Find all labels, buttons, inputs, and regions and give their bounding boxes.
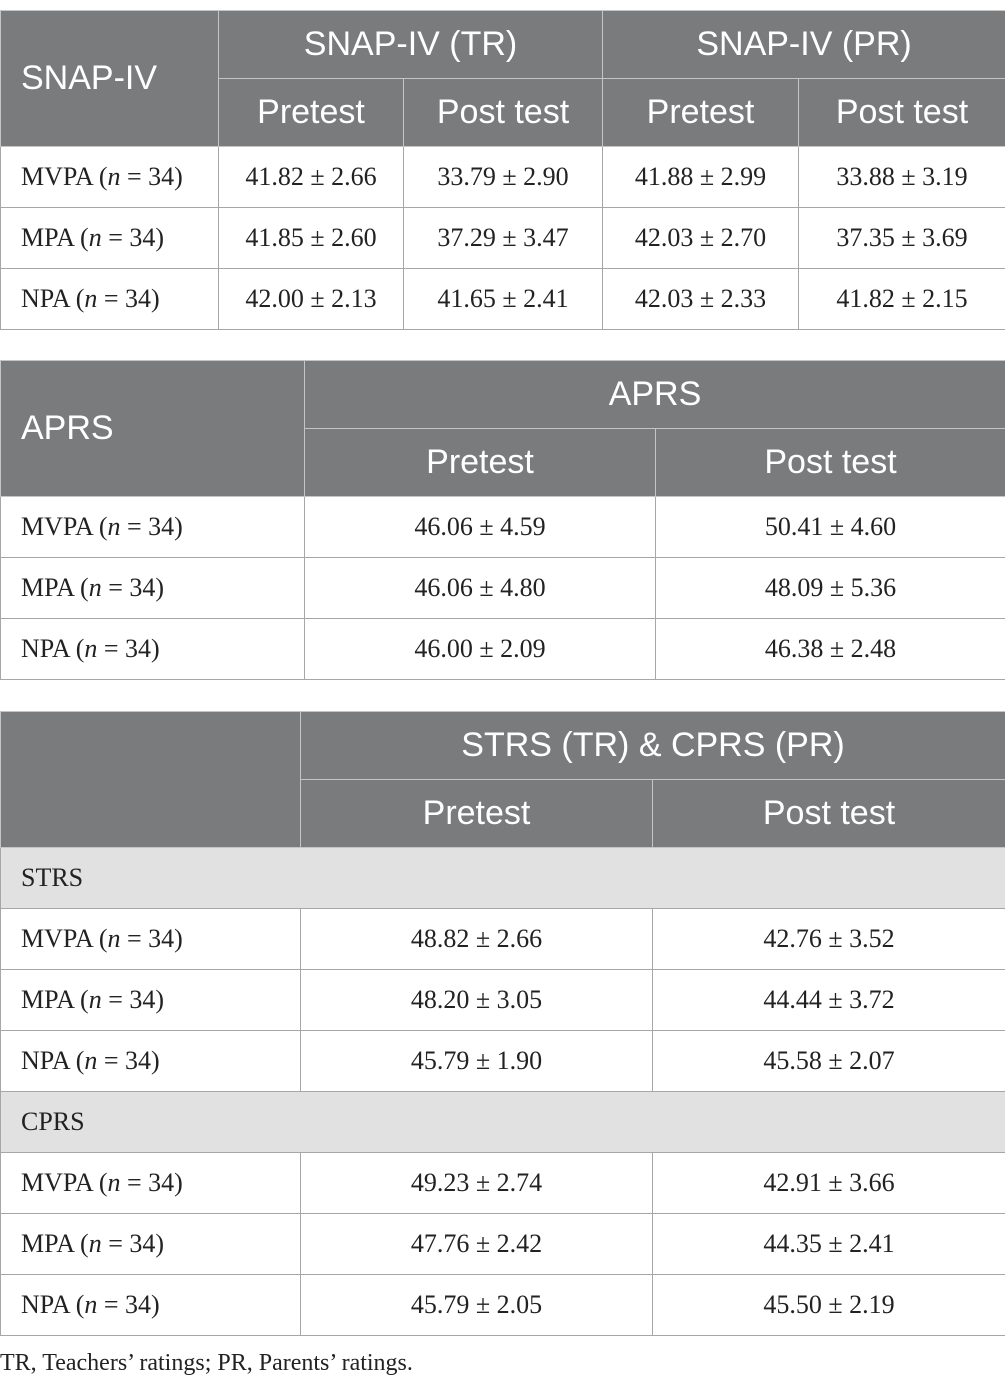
table-cell: 41.82 ± 2.66: [219, 147, 404, 208]
group-name: MPA: [21, 573, 74, 602]
n-paren: (: [75, 1046, 85, 1075]
n-paren: (: [98, 162, 108, 191]
table-cell: 45.79 ± 2.05: [301, 1275, 653, 1336]
n-symbol: n: [84, 284, 98, 313]
table-cell: 41.65 ± 2.41: [404, 269, 603, 330]
column-header-pretest: Pretest: [603, 79, 799, 147]
n-symbol: n: [88, 573, 102, 602]
table-cell: 48.82 ± 2.66: [301, 909, 653, 970]
n-paren: (: [75, 284, 85, 313]
n-value: = 34): [97, 1046, 160, 1075]
group-name: MPA: [21, 985, 74, 1014]
table-cell: 42.00 ± 2.13: [219, 269, 404, 330]
n-paren: (: [98, 924, 108, 953]
n-value: = 34): [97, 284, 160, 313]
table-cell: 37.29 ± 3.47: [404, 208, 603, 269]
table-cell: 44.44 ± 3.72: [653, 970, 1005, 1031]
column-header-post-test: Post test: [653, 780, 1005, 848]
table-row: [1, 147, 1005, 208]
group-header-parent-ratings: SNAP-IV (PR): [603, 11, 1005, 79]
table-corner-header: APRS: [1, 361, 305, 497]
table-row: [1, 909, 1005, 970]
table-cell: 48.09 ± 5.36: [656, 558, 1005, 619]
table-row: [1, 619, 1005, 680]
n-symbol: n: [88, 223, 102, 252]
table-cell: 45.50 ± 2.19: [653, 1275, 1005, 1336]
n-value: = 34): [120, 512, 183, 541]
n-paren: (: [98, 512, 108, 541]
snap-iv-table: [0, 10, 1005, 330]
table-row: [1, 269, 1005, 330]
table-cell: 37.35 ± 3.69: [799, 208, 1005, 269]
n-symbol: n: [107, 512, 121, 541]
table-row: [1, 558, 1005, 619]
table-footnote: TR, Teachers’ ratings; PR, Parents’ ratings.: [0, 1350, 413, 1376]
table-row: [1, 970, 1005, 1031]
group-name: NPA: [21, 634, 70, 663]
table-cell: 47.76 ± 2.42: [301, 1214, 653, 1275]
row-label: [1, 558, 305, 619]
column-header-post-test: Post test: [656, 429, 1005, 497]
table-cell: 41.88 ± 2.99: [603, 147, 799, 208]
n-value: = 34): [97, 634, 160, 663]
n-symbol: n: [107, 924, 121, 953]
column-header-post-test: Post test: [799, 79, 1005, 147]
n-value: = 34): [101, 985, 165, 1014]
group-header-strs-cprs: STRS (TR) & CPRS (PR): [301, 712, 1005, 780]
strs-cprs-table: [0, 711, 1005, 1336]
group-name: MVPA: [21, 1168, 93, 1197]
group-name: MVPA: [21, 924, 93, 953]
table-row: [1, 1275, 1005, 1336]
table-cell: 42.76 ± 3.52: [653, 909, 1005, 970]
table-cell: 49.23 ± 2.74: [301, 1153, 653, 1214]
n-paren: (: [80, 223, 89, 252]
row-label: [1, 1275, 301, 1336]
row-label: [1, 619, 305, 680]
row-label: [1, 909, 301, 970]
row-label: [1, 208, 219, 269]
group-name: MPA: [21, 223, 74, 252]
group-header-teacher-ratings: SNAP-IV (TR): [219, 11, 603, 79]
row-label: [1, 1214, 301, 1275]
n-symbol: n: [84, 634, 98, 663]
n-paren: (: [75, 634, 85, 663]
table-cell: 41.82 ± 2.15: [799, 269, 1005, 330]
table-row: [1, 1031, 1005, 1092]
table-cell: 42.03 ± 2.70: [603, 208, 799, 269]
table-cell: 48.20 ± 3.05: [301, 970, 653, 1031]
table-row: [1, 497, 1005, 558]
column-header-pretest: Pretest: [219, 79, 404, 147]
column-header-pretest: Pretest: [305, 429, 656, 497]
table-cell: 45.58 ± 2.07: [653, 1031, 1005, 1092]
table-cell: 45.79 ± 1.90: [301, 1031, 653, 1092]
column-header-pretest: Pretest: [301, 780, 653, 848]
aprs-table: [0, 360, 1005, 680]
table-cell: 46.00 ± 2.09: [305, 619, 656, 680]
group-name: MVPA: [21, 512, 93, 541]
table-cell: 46.06 ± 4.80: [305, 558, 656, 619]
group-name: NPA: [21, 1046, 70, 1075]
n-paren: (: [80, 1229, 89, 1258]
table-cell: 44.35 ± 2.41: [653, 1214, 1005, 1275]
group-header-aprs: APRS: [305, 361, 1005, 429]
table-cell: 33.79 ± 2.90: [404, 147, 603, 208]
table-corner-header: SNAP-IV: [1, 11, 219, 147]
n-paren: (: [80, 985, 89, 1014]
table-cell: 41.85 ± 2.60: [219, 208, 404, 269]
group-name: NPA: [21, 284, 70, 313]
group-name: NPA: [21, 1290, 70, 1319]
n-symbol: n: [84, 1290, 98, 1319]
section-row-cprs: [1, 1092, 1005, 1153]
n-paren: (: [75, 1290, 85, 1319]
table-cell: 33.88 ± 3.19: [799, 147, 1005, 208]
n-paren: (: [80, 573, 89, 602]
group-name: MVPA: [21, 162, 93, 191]
n-symbol: n: [107, 162, 121, 191]
section-label: CPRS: [1, 1092, 1005, 1153]
table-row: [1, 1214, 1005, 1275]
n-value: = 34): [97, 1290, 160, 1319]
table-cell: 46.38 ± 2.48: [656, 619, 1005, 680]
section-label: STRS: [1, 848, 1005, 909]
section-row-strs: [1, 848, 1005, 909]
table-row: [1, 208, 1005, 269]
table-row: [1, 1153, 1005, 1214]
table-corner-header: [1, 712, 301, 848]
n-symbol: n: [88, 1229, 102, 1258]
row-label: [1, 497, 305, 558]
row-label: [1, 1153, 301, 1214]
table-cell: 46.06 ± 4.59: [305, 497, 656, 558]
n-value: = 34): [120, 162, 183, 191]
column-header-post-test: Post test: [404, 79, 603, 147]
n-paren: (: [98, 1168, 108, 1197]
n-symbol: n: [88, 985, 102, 1014]
n-value: = 34): [120, 1168, 183, 1197]
n-value: = 34): [120, 924, 183, 953]
n-symbol: n: [107, 1168, 121, 1197]
n-value: = 34): [101, 1229, 165, 1258]
row-label: [1, 147, 219, 208]
n-value: = 34): [101, 573, 165, 602]
table-cell: 42.91 ± 3.66: [653, 1153, 1005, 1214]
table-cell: 42.03 ± 2.33: [603, 269, 799, 330]
n-value: = 34): [101, 223, 165, 252]
group-name: MPA: [21, 1229, 74, 1258]
row-label: [1, 1031, 301, 1092]
table-cell: 50.41 ± 4.60: [656, 497, 1005, 558]
row-label: [1, 269, 219, 330]
n-symbol: n: [84, 1046, 98, 1075]
row-label: [1, 970, 301, 1031]
